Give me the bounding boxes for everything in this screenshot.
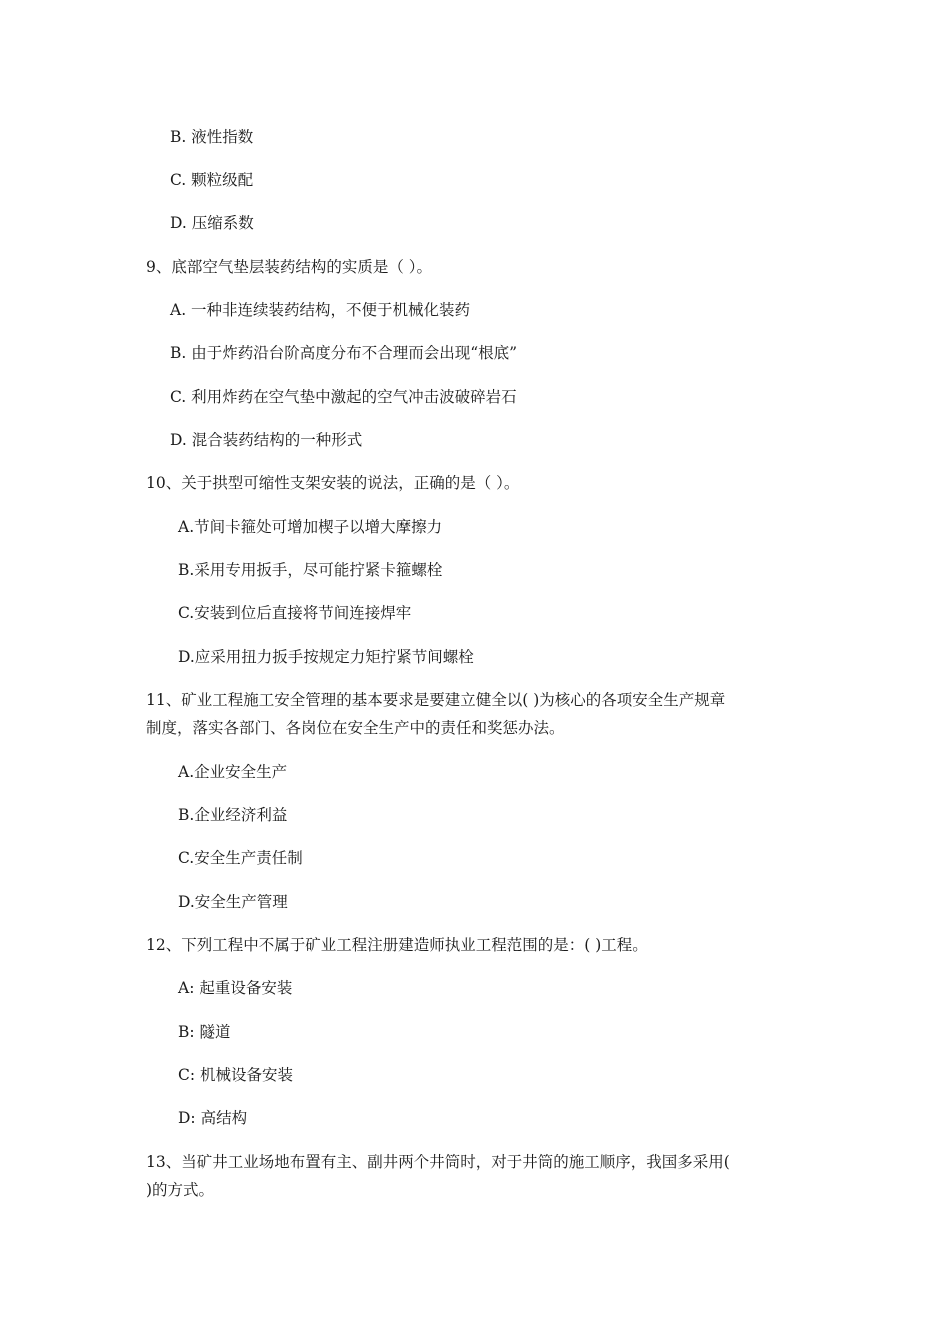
option-9a: A. 一种非连续装药结构，不便于机械化装药 [170, 301, 471, 319]
question-13-continued: )的方式。 [146, 1181, 215, 1199]
question-13: 13、当矿井工业场地布置有主、副井两个井筒时，对于井筒的施工顺序，我国多采用( [146, 1153, 730, 1171]
option-9b: B. 由于炸药沿台阶高度分布不合理而会出现“根底” [170, 344, 518, 362]
option-11a: A.企业安全生产 [178, 763, 288, 781]
option-9d: D. 混合装药结构的一种形式 [170, 431, 363, 449]
option-12c: C: 机械设备安装 [178, 1066, 294, 1084]
option-8b: B. 液性指数 [170, 128, 254, 146]
option-9c: C. 利用炸药在空气垫中激起的空气冲击波破碎岩石 [170, 388, 517, 406]
option-12d: D: 高结构 [178, 1109, 248, 1127]
option-8c: C. 颗粒级配 [170, 171, 254, 189]
option-11c: C.安全生产责任制 [178, 849, 303, 867]
option-10a: A.节间卡箍处可增加楔子以增大摩擦力 [178, 518, 443, 536]
option-8d: D. 压缩系数 [170, 214, 254, 232]
option-11d: D.安全生产管理 [178, 893, 288, 911]
option-10d: D.应采用扭力扳手按规定力矩拧紧节间螺栓 [178, 648, 474, 666]
question-10: 10、关于拱型可缩性支架安装的说法，正确的是（ ）。 [146, 474, 520, 492]
option-12a: A: 起重设备安装 [178, 979, 293, 997]
option-10c: C.安装到位后直接将节间连接焊牢 [178, 604, 412, 622]
option-12b: B: 隧道 [178, 1023, 231, 1041]
question-9: 9、底部空气垫层装药结构的实质是（ ）。 [146, 258, 433, 276]
option-11b: B.企业经济利益 [178, 806, 288, 824]
question-11: 11、矿业工程施工安全管理的基本要求是要建立健全以( )为核心的各项安全生产规章 [146, 691, 726, 709]
option-10b: B.采用专用扳手，尽可能拧紧卡箍螺栓 [178, 561, 443, 579]
question-11-continued: 制度，落实各部门、各岗位在安全生产中的责任和奖惩办法。 [146, 719, 565, 737]
question-12: 12、下列工程中不属于矿业工程注册建造师执业工程范围的是：( )工程。 [146, 936, 648, 954]
